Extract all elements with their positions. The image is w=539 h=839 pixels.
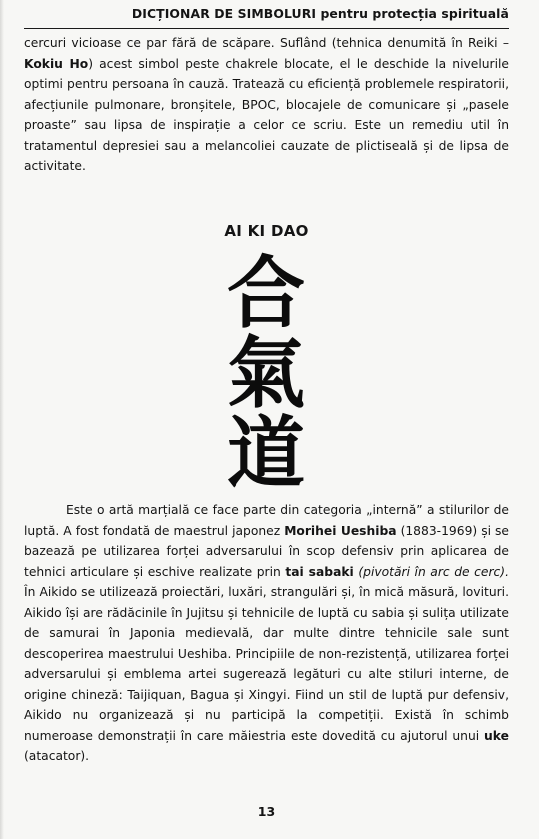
kanji-ki: 氣	[226, 328, 305, 419]
body-text-5: (atacator).	[24, 749, 90, 763]
page-number: 13	[257, 804, 276, 819]
header-rule	[24, 28, 509, 29]
intro-text-1: cercuri vicioase ce par fără de scăpare. Suflând (tehnica denumită în Reiki –	[24, 36, 509, 50]
body-text-2: (1883-1969) și se bazează pe utilizarea forței adversarului în scop defensiv prin aplicarea de tehnici articulare și eschive realizate prin	[24, 523, 509, 579]
body-paragraph	[24, 500, 509, 767]
kanji-ai: 合	[226, 248, 305, 339]
intro-paragraph	[24, 33, 509, 177]
section-title: AI KI DAO	[224, 222, 309, 240]
intro-term-kokiu-ho: Kokiu Ho	[24, 56, 89, 71]
page-gutter-shadow	[0, 0, 4, 839]
body-italic-gloss: (pivotări în arc de cerc).	[358, 564, 509, 579]
intro-text-2: ) acest simbol peste chakrele blocate, el le deschide la nivelurile optimi pentru persoana în cauză. Tratează cu eficiență problemele respiratorii, afecțiunile pulmonare, bronșitele, BPOC, blocajele de comunicare și „pasele proaste” sau lipsa de inspirație a celor ce scriu. Este un remediu util în tratamentul depresiei sau a melancoliei cauzate de plictiseală și de lipsa de activitate.	[24, 56, 509, 173]
header-title-bold: DICȚIONAR DE SIMBOLURI	[131, 6, 317, 21]
kanji-dao: 道	[226, 408, 305, 499]
body-term-tai-sabaki: tai sabaki	[285, 564, 354, 579]
running-header	[132, 6, 509, 21]
body-term-uke: uke	[484, 728, 509, 743]
body-text-4: În Aikido se utilizează proiectări, luxări, strangulări și, în mică măsură, lovituri. Aikido își are rădăcinile în Jujitsu și tehnicile de luptă cu sabia și sulița utilizate de samurai în Japonia medievală, dar multe dintre tehnicile sale sunt descoperirea maestrului Ueshiba. Principiile de non-rezistență, utilizarea forței adversarului și emblema artei sugerează legături cu alte stiluri interne, de origine chineză: Taijiquan, Bagua și Xingyi. Fiind un stil de luptă pur defensiv, Aikido nu organizează și nu participă la competiții. Există în schimb numeroase demonstrații în care măiestria este dovedită cu ajutorul unui	[24, 585, 509, 743]
body-text-1: Este o artă marțială ce face parte din categoria „internă” a stilurilor de luptă. A fost fondată de maestrul japonez	[24, 503, 509, 538]
body-name-morihei-ueshiba: Morihei Ueshiba	[284, 523, 397, 538]
header-title-rest: pentru protecția spirituală	[316, 6, 509, 21]
